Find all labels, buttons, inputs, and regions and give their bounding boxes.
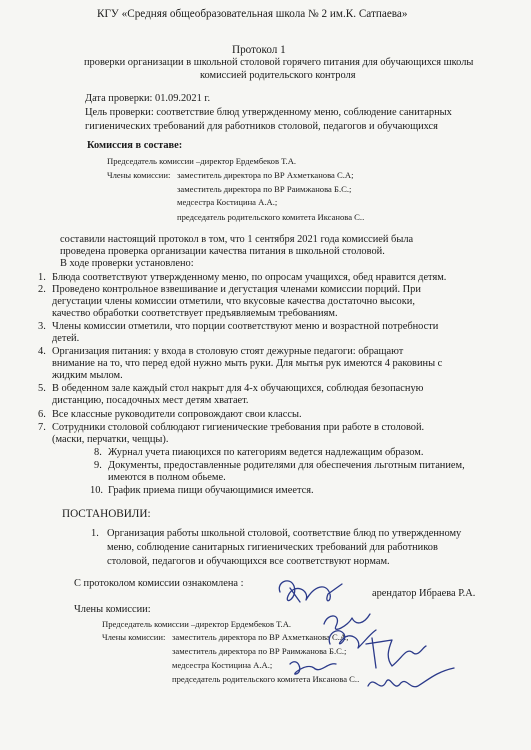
finding-text: Журнал учета пиаюцихся по категориям ведется надлежащим образом. <box>108 447 424 458</box>
finding-item <box>38 383 507 407</box>
finding-text: внимание на то, что перед едой нужно мыть руки. Для мытья рук имеются 4 раковины с <box>52 358 443 369</box>
finding-text: Члены комиссии отметили, что порции соответствуют меню и возрастной потребности <box>52 321 439 332</box>
school-header: КГУ «Средняя общеобразовательная школа № 2 им.К. Сатпаева» <box>97 8 408 20</box>
finding-text: В обеденном зале каждый стол накрыт для 4-х обучающихся, соблюдая безопасную <box>52 383 424 394</box>
footer-member: медсестра Костицина А.А.; <box>172 660 273 670</box>
finding-number: 10. <box>90 485 103 496</box>
commission-member: заместитель директора по ВР Раимжанова Б.С.; <box>177 184 352 194</box>
commission-chair: Председатель комиссии –директор Ердембеков Т.А. <box>107 156 297 166</box>
finding-text: Сотрудники столовой соблюдают гигиенические требования при работе в столовой. <box>52 422 425 433</box>
finding-number: 8. <box>94 447 102 458</box>
intro-line3: В ходе проверки установлено: <box>60 258 194 269</box>
footer-members-label: Члены комиссии: <box>102 632 166 642</box>
finding-item <box>38 284 507 320</box>
finding-text: Блюда соответствуют утвержденному меню, по опросам учащихся, обед нравится детям. <box>52 272 447 283</box>
finding-text: (маски, перчатки, чещцы). <box>52 434 169 445</box>
finding-text: имеются в полном обьеме. <box>108 472 226 483</box>
finding-number: 5. <box>38 383 46 394</box>
finding-item <box>38 346 507 382</box>
commission-member: медсестра Костицина А.А.; <box>177 197 278 207</box>
resolution-text: Организация работы школьной столовой, соответствие блюд по утвержденному <box>107 528 462 539</box>
finding-item <box>38 272 507 284</box>
finding-text: жидким мылом. <box>52 370 123 381</box>
resolved-heading: ПОСТАНОВИЛИ: <box>62 508 151 520</box>
resolution-number: 1. <box>91 528 99 539</box>
finding-item <box>94 447 508 459</box>
resolution-text: меню, соблюдение санитарных гигиенических требований для работников <box>107 542 438 553</box>
finding-number: 3. <box>38 321 46 332</box>
member4-signature <box>362 664 462 700</box>
footer-member: председатель родительского комитета Иксанова С.. <box>172 674 360 684</box>
commission-members-label: Члены комиссии: <box>107 170 171 180</box>
finding-text: дегустации члены комиссии отметили, что вкусовые качества достаточно высоки, <box>52 296 415 307</box>
finding-text: Организация питания: у входа в столовую стоят дежурные педагоги: обращают <box>52 346 404 357</box>
protocol-subtitle-line2: комиссией родительского контроля <box>200 70 356 81</box>
inspection-date: Дата проверки: 01.09.2021 г. <box>85 93 211 104</box>
footer-member: заместитель директора по ВР Раимжанова Б.С.; <box>172 646 347 656</box>
finding-text: Проведено контрольное взвешивание и дегустация членами комиссии порций. При <box>52 284 421 295</box>
finding-text: Все классные руководители сопровождают свои классы. <box>52 409 302 420</box>
intro-line2: проведена проверка организации качества питания в школьной столовой. <box>60 246 385 257</box>
finding-number: 2. <box>38 284 46 295</box>
acknowledged-text: С протоколом комиссии ознакомлена : <box>74 578 244 589</box>
purpose-line1: Цель проверки: соответствие блюд утвержденному меню, соблюдение санитарных <box>85 107 452 118</box>
resolution-text: столовой, педагогов и обучающихся все соответствуют нормам. <box>107 556 390 567</box>
commission-member: заместитель директора по ВР Ахметканова С.А; <box>177 170 354 180</box>
finding-item <box>38 422 507 446</box>
finding-text: График приема пищи обучающимися имеется. <box>108 485 314 496</box>
finding-item <box>38 409 507 421</box>
finding-text: Документы, предоставленные родителями для обеспечения льготным питанием, <box>108 460 465 471</box>
finding-text: качество обработки соответствует предъявляемым требованиям. <box>52 308 338 319</box>
finding-number: 4. <box>38 346 46 357</box>
protocol-title: Протокол 1 <box>232 44 286 56</box>
resolution-item <box>91 527 507 569</box>
finding-item <box>90 485 508 497</box>
commission-member: председатель родительского комитета Иксанова С.. <box>177 212 365 222</box>
finding-item <box>38 321 507 345</box>
finding-item <box>94 460 508 484</box>
tenant-name: арендатор Ибраева Р.А. <box>372 588 476 599</box>
finding-text: детей. <box>52 333 80 344</box>
protocol-subtitle-line1: проверки организации в школьной столовой горячего питания для обучающихся школы <box>84 57 474 68</box>
member3-signature <box>284 652 344 680</box>
footer-chair: Председатель комиссии –директор Ердембеков Т.А. <box>102 619 292 629</box>
members-footer-label: Члены комиссии: <box>74 604 151 615</box>
purpose-line2: гигиенических требований для работников столовой, педагогов и обучающихся <box>85 121 438 132</box>
finding-number: 9. <box>94 460 102 471</box>
finding-number: 1. <box>38 272 46 283</box>
intro-line1: составили настоящий протокол в том, что 1 сентября 2021 года комиссией была <box>60 234 414 245</box>
finding-number: 7. <box>38 422 46 433</box>
footer-member: заместитель директора по ВР Ахметканова С.А; <box>172 632 349 642</box>
finding-text: дистанцию, посадочных мест детям хватает. <box>52 395 249 406</box>
commission-heading: Комиссия в составе: <box>87 140 183 151</box>
finding-number: 6. <box>38 409 46 420</box>
